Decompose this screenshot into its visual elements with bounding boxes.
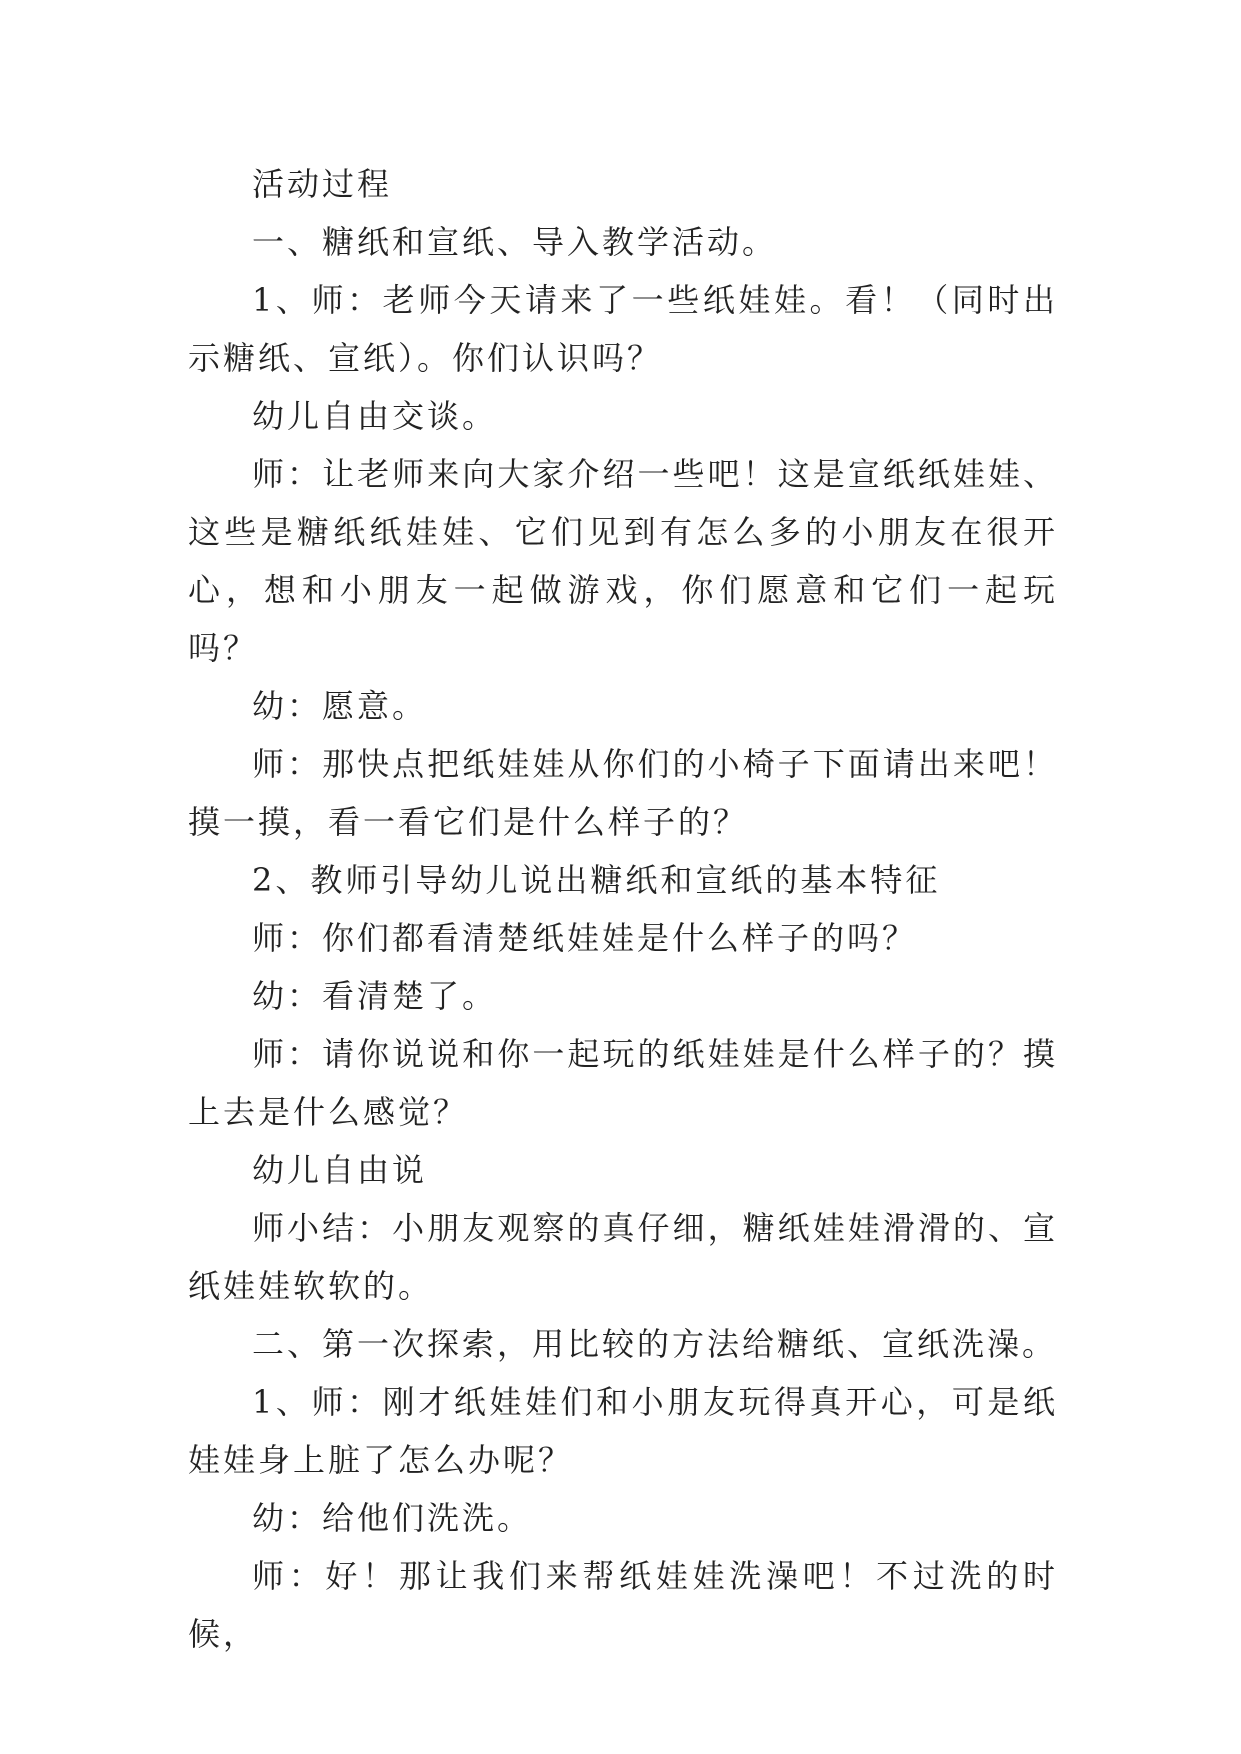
paragraph: 师：请你说说和你一起玩的纸娃娃是什么样子的？摸上去是什么感觉？ — [188, 1035, 1058, 1131]
paragraph: 幼儿自由交谈。 — [252, 397, 498, 435]
paragraph: 师：那快点把纸娃娃从你们的小椅子下面请出来吧！摸一摸，看一看它们是什么样子的？ — [188, 745, 1058, 841]
paragraph: 幼儿自由说 — [252, 1151, 428, 1189]
document-body — [188, 155, 1058, 1663]
section-heading: 活动过程 — [252, 165, 393, 203]
paragraph: 师：好！那让我们来帮纸娃娃洗澡吧！不过洗的时候， — [188, 1557, 1058, 1653]
paragraph: 师小结：小朋友观察的真仔细，糖纸娃娃滑滑的、宣纸娃娃软软的。 — [188, 1209, 1058, 1305]
paragraph: 幼：愿意。 — [252, 687, 428, 725]
paragraph: 1、师：刚才纸娃娃们和小朋友玩得真开心，可是纸娃娃身上脏了怎么办呢？ — [188, 1383, 1058, 1479]
paragraph: 幼：给他们洗洗。 — [252, 1499, 533, 1537]
paragraph: 师：让老师来向大家介绍一些吧！这是宣纸纸娃娃、这些是糖纸纸娃娃、它们见到有怎么多的小朋友在很开心，想和小朋友一起做游戏，你们愿意和它们一起玩吗？ — [188, 455, 1058, 667]
paragraph: 1、师：老师今天请来了一些纸娃娃。看！（同时出示糖纸、宣纸）。你们认识吗？ — [188, 281, 1058, 377]
section-title: 二、第一次探索，用比较的方法给糖纸、宣纸洗澡。 — [252, 1325, 1058, 1363]
paragraph: 师：你们都看清楚纸娃娃是什么样子的吗？ — [252, 919, 918, 957]
section-title: 一、糖纸和宣纸、导入教学活动。 — [252, 223, 778, 261]
paragraph: 幼：看清楚了。 — [252, 977, 498, 1015]
paragraph: 2、教师引导幼儿说出糖纸和宣纸的基本特征 — [252, 861, 941, 899]
